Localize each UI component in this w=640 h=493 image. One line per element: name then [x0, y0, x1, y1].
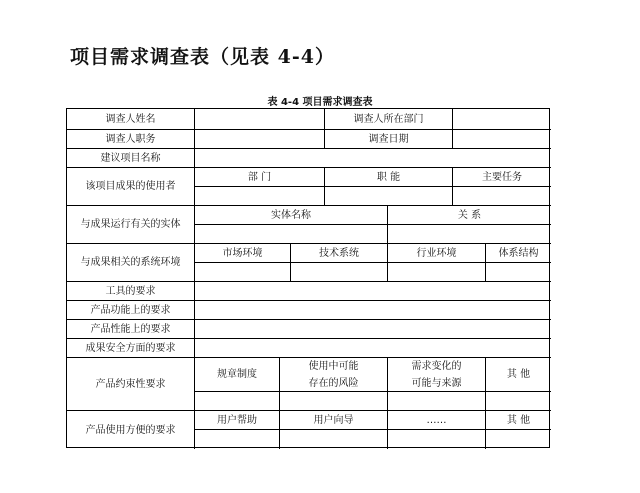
- project-name-value[interactable]: [195, 149, 551, 168]
- related-entities-label: 与成果运行有关的实体: [67, 206, 195, 244]
- usability-other-header: 其 他: [486, 411, 551, 430]
- surveyor-name-value[interactable]: [195, 109, 325, 130]
- users-function-value[interactable]: [325, 187, 453, 206]
- result-users-label: 该项目成果的使用者: [67, 168, 195, 206]
- constraints-other-value[interactable]: [486, 392, 551, 411]
- function-requirements-label: 产品功能上的要求: [67, 301, 195, 320]
- usage-risk-value[interactable]: [280, 392, 388, 411]
- user-help-value[interactable]: [195, 430, 280, 449]
- security-requirements-label: 成果安全方面的要求: [67, 339, 195, 358]
- requirements-survey-table: [66, 108, 550, 448]
- technical-system-value[interactable]: [291, 263, 388, 282]
- user-wizard-header: 用户向导: [280, 411, 388, 430]
- users-department-header: 部 门: [195, 168, 325, 187]
- entity-relation-value[interactable]: [388, 225, 551, 244]
- users-task-value[interactable]: [453, 187, 551, 206]
- technical-system-header: 技术系统: [291, 244, 388, 263]
- system-environment-label: 与成果相关的系统环境: [67, 244, 195, 282]
- user-help-header: 用户帮助: [195, 411, 280, 430]
- tools-requirements-label: 工具的要求: [67, 282, 195, 301]
- survey-date-label: 调查日期: [325, 130, 453, 149]
- function-requirements-value[interactable]: [195, 301, 551, 320]
- entity-name-header: 实体名称: [195, 206, 388, 225]
- tools-requirements-value[interactable]: [195, 282, 551, 301]
- system-structure-value[interactable]: [486, 263, 551, 282]
- performance-requirements-value[interactable]: [195, 320, 551, 339]
- usage-risk-header: 使用中可能 存在的风险: [280, 358, 388, 392]
- market-environment-header: 市场环境: [195, 244, 291, 263]
- survey-date-value[interactable]: [453, 130, 551, 149]
- industry-environment-header: 行业环境: [388, 244, 486, 263]
- security-requirements-value[interactable]: [195, 339, 551, 358]
- user-wizard-value[interactable]: [280, 430, 388, 449]
- entity-relation-header: 关 系: [388, 206, 551, 225]
- rules-regulations-value[interactable]: [195, 392, 280, 411]
- market-environment-value[interactable]: [195, 263, 291, 282]
- requirement-change-value[interactable]: [388, 392, 486, 411]
- surveyor-position-label: 调查人职务: [67, 130, 195, 149]
- usability-other-value[interactable]: [486, 430, 551, 449]
- performance-requirements-label: 产品性能上的要求: [67, 320, 195, 339]
- system-structure-header: 体系结构: [486, 244, 551, 263]
- usability-more-value[interactable]: [388, 430, 486, 449]
- usability-more-header: ……: [388, 411, 486, 430]
- surveyor-department-label: 调查人所在部门: [325, 109, 453, 130]
- requirement-change-header: 需求变化的 可能与来源: [388, 358, 486, 392]
- industry-environment-value[interactable]: [388, 263, 486, 282]
- constraint-requirements-label: 产品约束性要求: [67, 358, 195, 411]
- constraints-other-header: 其 他: [486, 358, 551, 392]
- users-department-value[interactable]: [195, 187, 325, 206]
- usability-requirements-label: 产品使用方便的要求: [67, 411, 195, 449]
- users-task-header: 主要任务: [453, 168, 551, 187]
- rules-regulations-header: 规章制度: [195, 358, 280, 392]
- page-heading: 项目需求调查表（见表 4-4）: [70, 46, 335, 68]
- table-caption: 表 4-4 项目需求调查表: [267, 97, 373, 108]
- surveyor-position-value[interactable]: [195, 130, 325, 149]
- entity-name-value[interactable]: [195, 225, 388, 244]
- project-name-label: 建议项目名称: [67, 149, 195, 168]
- surveyor-department-value[interactable]: [453, 109, 551, 130]
- surveyor-name-label: 调查人姓名: [67, 109, 195, 130]
- users-function-header: 职 能: [325, 168, 453, 187]
